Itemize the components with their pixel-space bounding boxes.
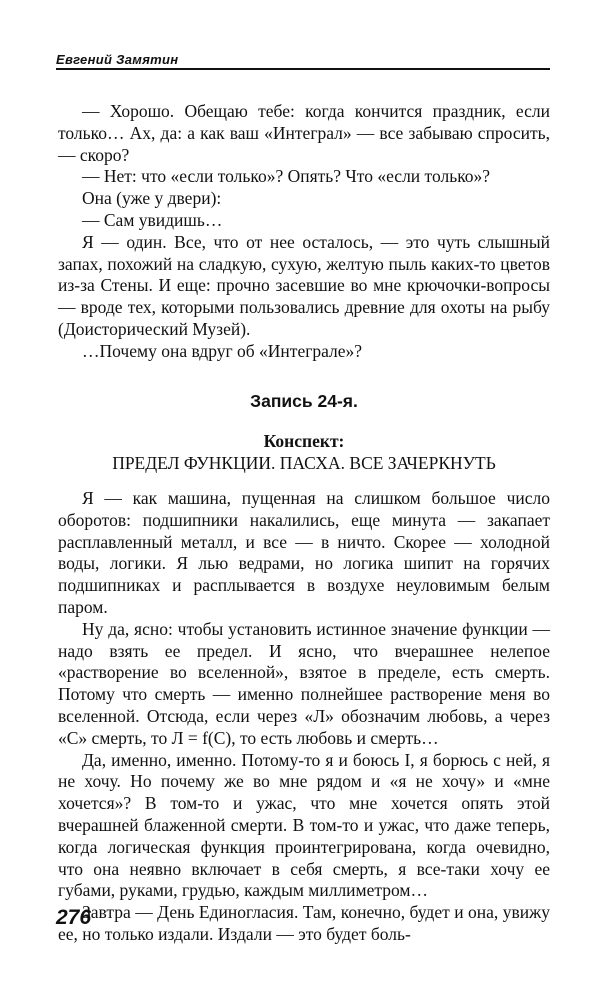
paragraph: — Нет: что «если только»? Опять? Что «если только»?	[82, 166, 491, 187]
paragraph: Я — как машина, пущенная на слишком большое число оборотов: подшипники накалились, еще минута — закапает расплавленный металл, и все — в ничто. Скорее — холодной воды, логики. Я лью ведрами, но логика шипит на горячих подшипниках и расплывается в воздухе неуловимым белым паром.	[58, 487, 550, 617]
running-head: Евгений Замятин	[56, 52, 179, 67]
paragraph: Она (уже у двери):	[82, 188, 222, 209]
paragraph: Да, именно, именно. Потому-то я и боюсь I, я борюсь с ней, я не хочу. Но почему же во мне рядом и «я не хочу» и «мне хочется»? В том-то и ужас, что мне хочется опять этой вчерашней блаженной смерти. В том-то и ужас, что даже теперь, когда логическая функция проинтегрирована, когда очевидно, что она неявно включает в себя смерть, я все-таки хочу ее губами, руками, грудью, каждым миллиметром…	[58, 749, 550, 901]
paragraph: …Почему она вдруг об «Интеграле»?	[82, 340, 363, 361]
record-title: Запись 24-я.	[250, 390, 358, 411]
summary-label: Конспект:	[263, 431, 345, 452]
paragraph: — Сам увидишь…	[82, 209, 223, 230]
header-rule	[56, 68, 550, 70]
page-body	[58, 101, 550, 946]
paragraph: Завтра — День Единогласия. Там, конечно, будет и она, увижу ее, но только издали. Издали — это будет боль-	[58, 902, 550, 944]
paragraph: Ну да, ясно: чтобы установить истинное значение функции — надо взять ее предел. И ясно, что вчерашнее нелепое «растворение во вселенной», взятое в пределе, есть смерть. Потому что смерть — именно полнейшее растворение меня во вселенной. Отсюда, если через «Л» обозначим любовь, а через «С» смерть, то Л = f(С), то есть любовь и смерть…	[58, 618, 550, 748]
page-number: 276	[56, 906, 92, 929]
summary-text: ПРЕДЕЛ ФУНКЦИИ. ПАСХА. ВСЕ ЗАЧЕРКНУТЬ	[112, 453, 496, 474]
paragraph: Я — один. Все, что от нее осталось, — это чуть слышный запах, похожий на сладкую, сухую, желтую пыль каких-то цветов из-за Стены. И еще: прочно засевшие во мне крючочки-вопросы — вроде тех, которыми пользовались древние для охоты на рыбу (Доисторический Музей).	[58, 231, 550, 339]
paragraph: — Хорошо. Обещаю тебе: когда кончится праздник, если только… Ах, да: а как ваш «Интеграл» — все забываю спросить, — скоро?	[58, 101, 550, 165]
